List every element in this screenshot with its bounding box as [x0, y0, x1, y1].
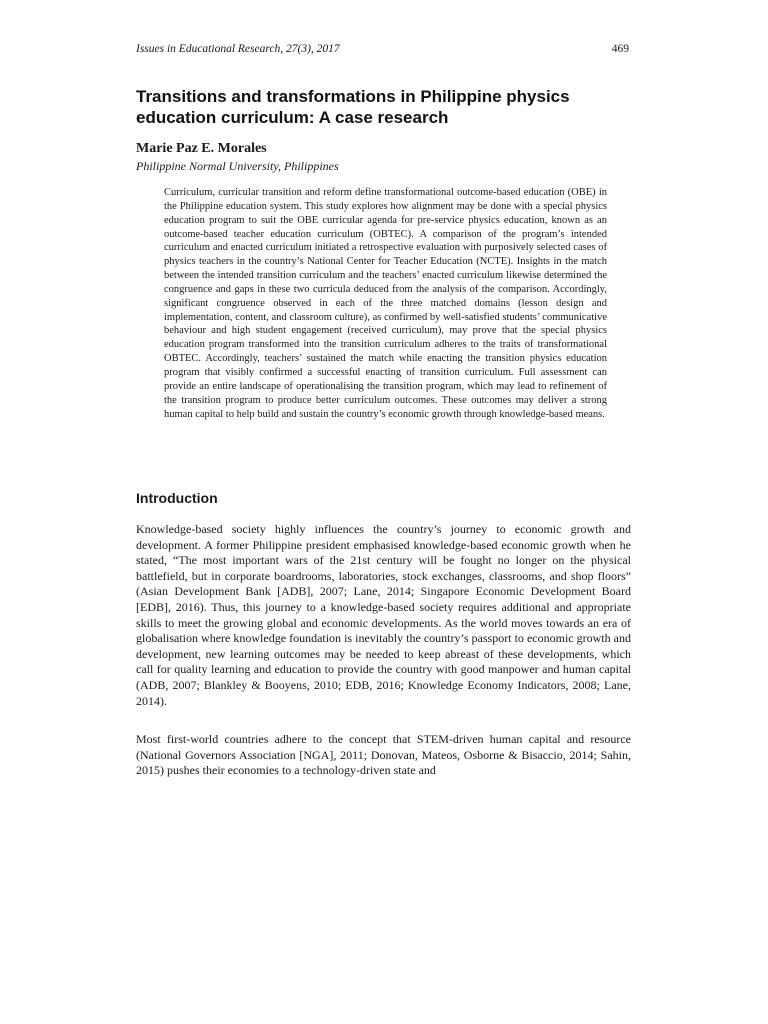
article-title: Transitions and transformations in Philippine physics education curriculum: A case research [136, 87, 570, 127]
author-affiliation: Philippine Normal University, Philippines [136, 159, 339, 173]
author-name: Marie Paz E. Morales [136, 141, 267, 156]
journal-citation: Issues in Educational Research, 27(3), 2017 [136, 43, 340, 55]
body-paragraph: Knowledge-based society highly influences the country’s journey to economic growth and development. A former Philippine president emphasised knowledge-based economic growth when he stated, “The most important wars of the 21st century will be fought no longer on the physical battlefield, but in corporate boardrooms, laboratories, stock exchanges, classrooms, and shop floors” (Asian Development Bank [ADB], 2007; Lane, 2014; Singapore Economic Development Board [EDB], 2016). Thus, this journey to a knowledge-based society requires additional and appropriate skills to meet the growing global and economic developments. As the world moves towards an era of globalisation where knowledge foundation is inevitably the country’s passport to economic growth and development, new learning outcomes may be needed to keep abreast of these developments, which call for quality learning and education to provide the country with good manpower and human capital (ADB, 2007; Blankley & Booyens, 2010; EDB, 2016; Knowledge Economy Indicators, 2008; Lane, 2014). [136, 522, 631, 708]
body-paragraph: Most first-world countries adhere to the concept that STEM-driven human capital and resource (National Governors Association [NGA], 2011; Donovan, Mateos, Osborne & Bisaccio, 2014; Sahin, 2015) pushes their economies to a technology-driven state and [136, 732, 631, 778]
page-number: 469 [611, 43, 629, 55]
abstract: Curriculum, curricular transition and reform define transformational outcome-based education (OBE) in the Philippine education system. This study explores how alignment may be done with a special physics education program to suit the OBE curricular agenda for pre-service physics education, known as an outcome-based teacher education curriculum (OBTEC). A comparison of the program’s intended curriculum and enacted curriculum initiated a retrospective evaluation with purposively selected cases of physics teachers in the country’s National Center for Teacher Education (NCTE). Insights in the match between the intended transition curriculum and the teachers’ enacted curriculum likewise determined the congruence and gaps in these two curricula deduced from the analysis of the comparison. Accordingly, significant congruence observed in each of the three matched domains (lesson design and implementation, content, and classroom culture), as confirmed by well-satisfied students’ communicative behaviour and high student engagement (received curriculum), may prove that the special physics education program transformed into the transition curriculum adheres to the traits of transformational OBTEC. Accordingly, teachers’ sustained the match while enacting the transition physics education program that visibly confirmed a successful enacting of transition curriculum. Full assessment can provide an entire landscape of operationalising the transition program, which may lead to refinement of the transition program to produce better curriculum outcomes. These outcomes may deliver a strong human capital to help build and sustain the country’s economic growth through knowledge-based means. [164, 187, 607, 420]
section-heading-introduction: Introduction [136, 490, 218, 506]
running-header [136, 43, 629, 59]
